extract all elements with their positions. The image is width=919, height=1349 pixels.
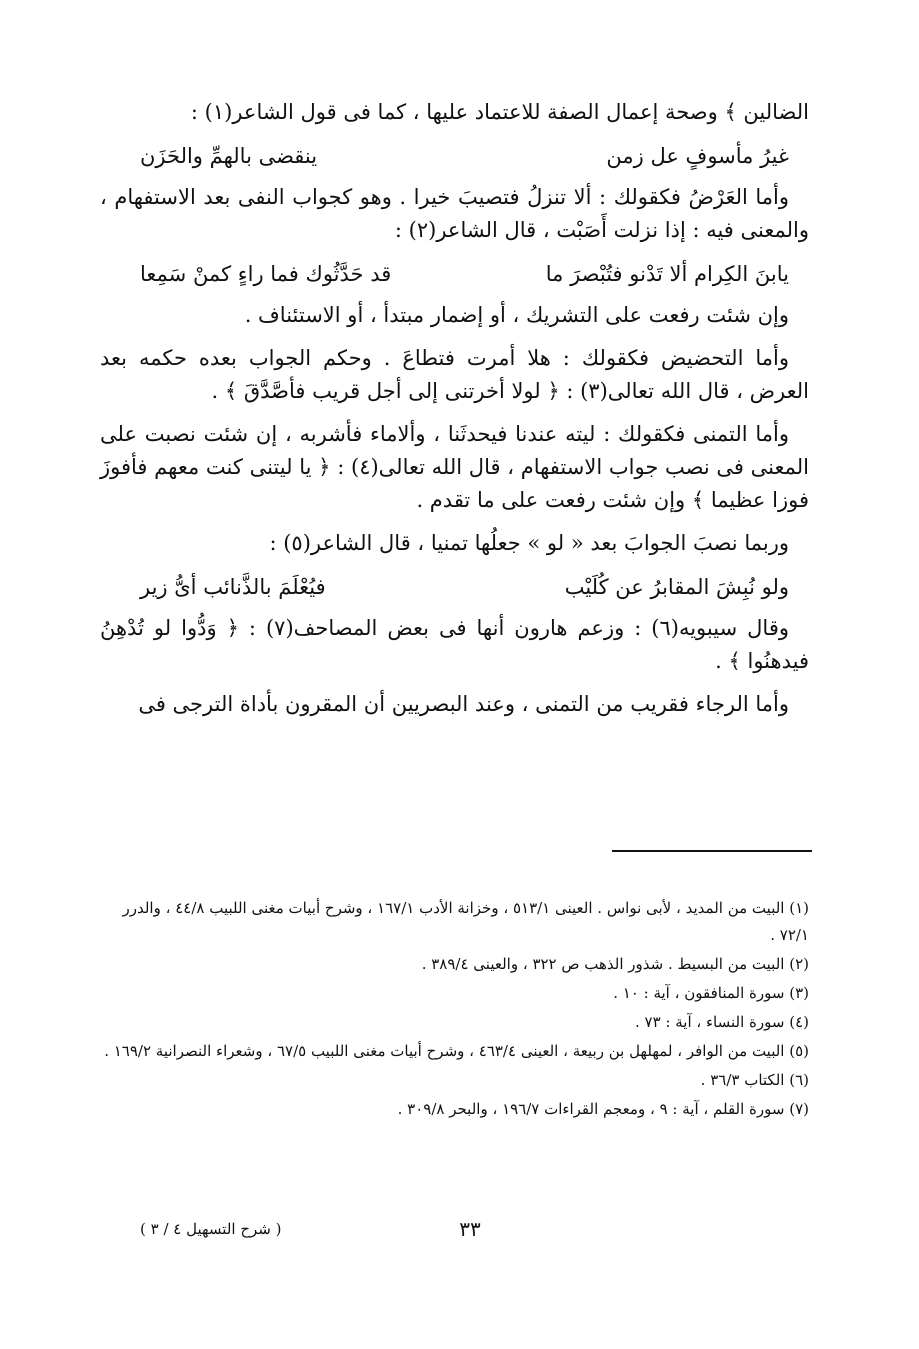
paragraph: الضالين ﴾ وصحة إعمال الصفة للاعتماد عليها ، كما فى قول الشاعر(١) : [190, 100, 809, 124]
footnote-divider [612, 850, 812, 852]
footnote: (٣) سورة المنافقون ، آية : ١٠ . [613, 984, 809, 1002]
verse-hemistich: قد حَدَّثُوك فما راءٍ كمنْ سَمِعا [140, 262, 392, 286]
paragraph: وأما التحضيض فكقولك : هلا أمرت فتطاعَ . وحكم الجواب بعده حكمه بعد العرض ، قال الله تعالى(٣) : ﴿ لولا أخرتنى إلى أجل قريب فأصَّدَّقَ ﴾ . [100, 346, 809, 403]
main-text [100, 96, 809, 731]
verse-hemistich: غيرُ مأسوفٍ عل زمن [606, 144, 789, 168]
book-label: ( شرح التسهيل ٤ / ٣ ) [140, 1220, 282, 1238]
verse-line [140, 139, 789, 173]
paragraph: وربما نصبَ الجوابَ بعد « لو » جعلُها تمنيا ، قال الشاعر(٥) : [269, 531, 789, 555]
verse-line [140, 570, 789, 604]
paragraph: وأما الرجاء فقريب من التمنى ، وعند البصريين أن المقرون بأداة الترجى فى [138, 692, 789, 716]
footnote: (٢) البيت من البسيط . شذور الذهب ص ٣٢٢ ، والعينى ٣٨٩/٤ . [421, 955, 809, 973]
paragraph: وأما التمنى فكقولك : ليته عندنا فيحدثَنا ، وألاماء فأشربه ، إن شئت نصبت على المعنى فى نصب جواب الاستفهام ، قال الله تعالى(٤) : ﴿ يا ليتنى كنت معهم فأفوزَ فوزا عظيما ﴾ وإن شئت رفعت على ما تقدم . [100, 422, 810, 512]
footnote: (٦) الكتاب ٣٦/٣ . [700, 1071, 809, 1089]
verse-hemistich: ولو نُبِشَ المقابرُ عن كُلَيْب [564, 575, 789, 599]
footnotes [100, 895, 809, 1125]
verse-hemistich: يابنَ الكِرام ألا تَدْنو فتُبْصرَ ما [545, 262, 789, 286]
footnote: (١) البيت من المديد ، لأبى نواس . العينى ٥١٣/١ ، وخزانة الأدب ١٦٧/١ ، وشرح أبيات مغنى اللبيب ٤٤/٨ ، والدرر ٧٢/١ . [122, 899, 809, 944]
footnote: (٤) سورة النساء ، آية : ٧٣ . [634, 1013, 809, 1031]
verse-line [140, 257, 789, 291]
paragraph: وإن شئت رفعت على التشريك ، أو إضمار مبتدأ ، أو الاستئناف . [244, 303, 789, 327]
paragraph: وأما العَرْضُ فكقولك : ألا تنزلُ فتصيبَ خيرا . وهو كجواب النفى بعد الاستفهام ، والمعنى فيه : إذا نزلت أَصَبْت ، قال الشاعر(٢) : [100, 185, 809, 242]
page-number: ٣٣ [459, 1217, 481, 1241]
paragraph: وقال سيبويه(٦) : وزعم هارون أنها فى بعض المصاحف(٧) : ﴿ وَدُّوا لو تُدْهِنُ فيدهنُوا ﴾ . [100, 616, 809, 673]
footnote: (٧) سورة القلم ، آية : ٩ ، ومعجم القراءات ١٩٦/٧ ، والبحر ٣٠٩/٨ . [397, 1100, 809, 1118]
footnote: (٥) البيت من الوافر ، لمهلهل بن ربيعة ، العينى ٤٦٣/٤ ، وشرح أبيات مغنى اللبيب ٦٧/٥ ، وشعراء النصرانية ١٦٩/٢ . [104, 1042, 809, 1060]
verse-hemistich: فيُعْلَمَ بالذَّنائب أىُّ زير [140, 575, 326, 599]
verse-hemistich: ينقضى بالهمِّ والحَزَن [140, 144, 318, 168]
